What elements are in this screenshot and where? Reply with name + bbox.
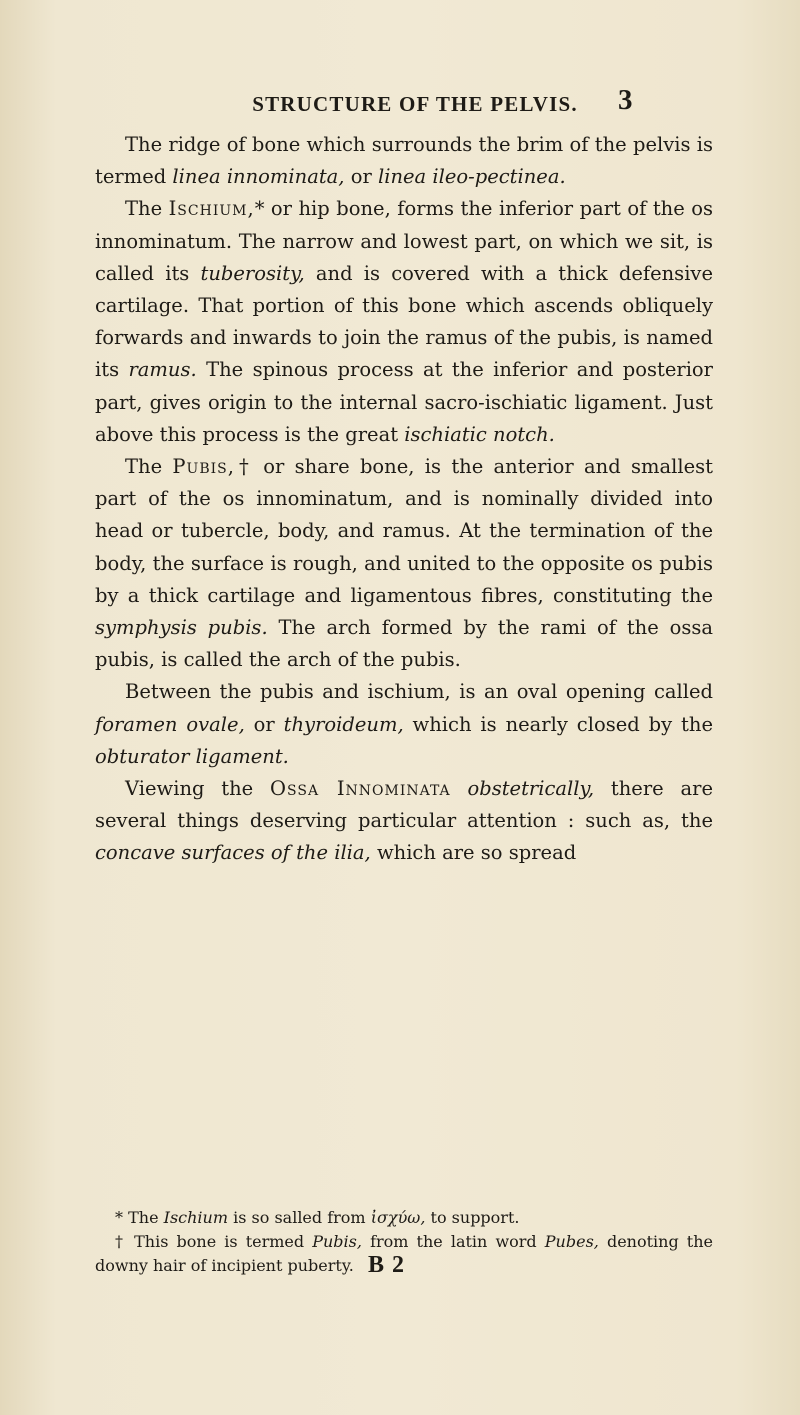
- text-run: † This bone is termed: [115, 1232, 313, 1251]
- smallcaps-term: Ossa Innominata: [270, 777, 451, 801]
- italic-term: linea innominata,: [172, 165, 345, 189]
- italic-term: ramus.: [128, 358, 197, 382]
- text-run: there are several things deserving particular attention : such as, the: [95, 777, 713, 833]
- running-head: STRUCTURE OF THE PELVIS.: [252, 92, 578, 116]
- signature-mark: B 2: [368, 1252, 406, 1278]
- italic-term: linea ileo-pectinea.: [377, 165, 566, 189]
- italic-term: tuberosity,: [200, 261, 305, 285]
- italic-term: ischiatic notch.: [404, 422, 555, 446]
- text-run: * or hip bone, forms the inferior part of the os innominatum. The narrow and lowest part, on which we sit, is called its: [95, 197, 713, 285]
- italic-term: obstetrically,: [467, 777, 595, 801]
- text-run: Viewing the: [125, 777, 271, 801]
- italic-term: ἰσχύω,: [370, 1208, 426, 1227]
- smallcaps-term: Ischium,: [168, 197, 255, 221]
- text-run: from the latin word: [361, 1232, 545, 1251]
- paragraph-ischium: [95, 193, 713, 451]
- text-run: which is nearly closed by the: [403, 712, 713, 736]
- italic-term: Pubis,: [312, 1232, 362, 1251]
- text-run: or: [244, 712, 284, 736]
- paragraph-foramen-ovale: [95, 676, 713, 773]
- italic-term: obturator ligament.: [95, 744, 289, 768]
- body-text: [95, 129, 713, 870]
- text-run: [451, 777, 468, 800]
- paragraph-ossa-innominata: [95, 773, 713, 870]
- italic-term: Ischium: [163, 1208, 229, 1227]
- footnote-ischium: [95, 1206, 713, 1230]
- text-run: The arch formed by the rami of the ossa pubis, is called the arch of the pubis.: [95, 616, 713, 672]
- text-run: to support.: [425, 1208, 520, 1227]
- page-number: 3: [618, 84, 633, 116]
- text-run: Between the pubis and ischium, is an oval opening called: [125, 680, 713, 704]
- italic-term: thyroideum,: [283, 712, 404, 736]
- italic-term: foramen ovale,: [95, 712, 245, 736]
- text-run: The: [125, 197, 169, 221]
- text-run: The spinous process at the inferior and posterior part, gives origin to the internal sacro-ischiatic ligament. Just above this process is the great: [95, 358, 713, 446]
- paragraph-pubis: [95, 451, 713, 676]
- italic-term: symphysis pubis.: [95, 616, 268, 640]
- text-run: denoting the downy hair of incipient puberty.: [95, 1232, 714, 1275]
- text-run: which are so spread: [370, 841, 577, 865]
- text-run: The ridge of bone which surrounds the brim of the pelvis is termed: [95, 133, 713, 189]
- text-run: † or share bone, is the anterior and smallest part of the os innominatum, and is nominally divided into head or tubercle, body, and ramus. At the termination of the body, the surface is rough, and united to the opposite os pubis by a thick cartilage and ligamentous fibres, constituting the: [95, 455, 713, 607]
- smallcaps-term: Pubis,: [172, 455, 235, 479]
- text-run: The: [125, 455, 173, 479]
- italic-term: Pubes,: [544, 1232, 599, 1251]
- text-run: * The: [115, 1208, 164, 1227]
- text-run: and is covered with a thick defensive cartilage. That portion of this bone which ascends obliquely forwards and inwards to join the ramus of the pubis, is named its: [95, 261, 713, 382]
- text-run: is so salled from: [228, 1208, 371, 1227]
- text-run: or: [344, 165, 378, 189]
- italic-term: concave surfaces of the ilia,: [95, 841, 371, 865]
- paragraph-linea-innominata: [95, 129, 713, 193]
